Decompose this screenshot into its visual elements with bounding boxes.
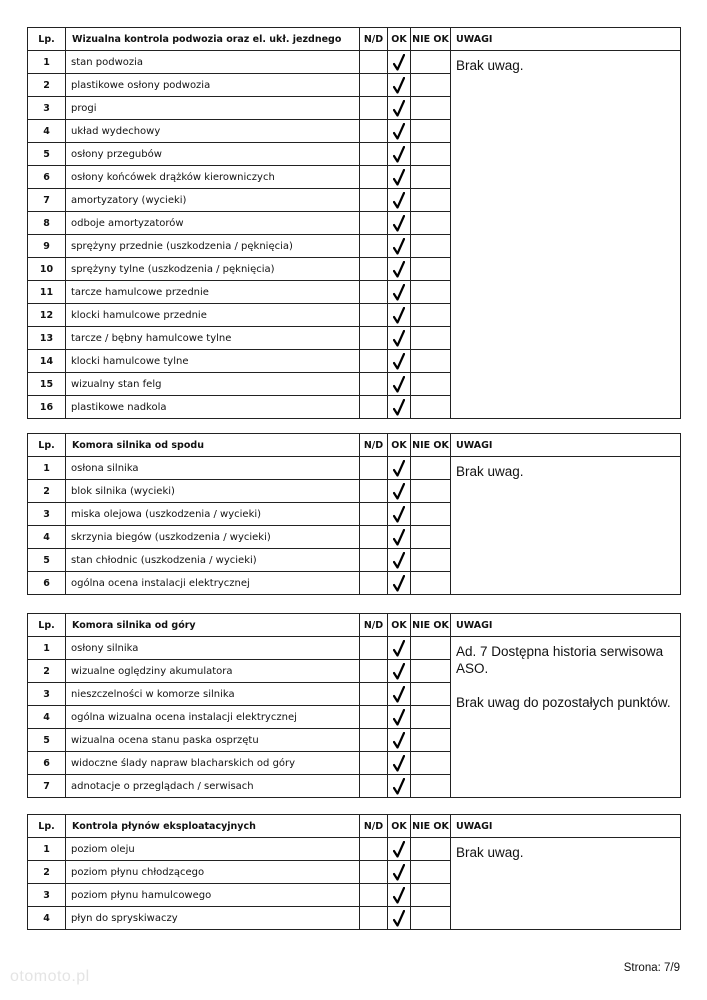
ok-cell bbox=[388, 212, 411, 235]
checkmark-icon bbox=[393, 841, 405, 858]
header-row bbox=[28, 28, 681, 51]
ok-cell bbox=[388, 120, 411, 143]
header-nie-ok: NIE OK bbox=[411, 815, 451, 838]
nie-ok-cell bbox=[411, 729, 451, 752]
checkmark-icon bbox=[393, 54, 405, 71]
nd-cell bbox=[360, 166, 388, 189]
nie-ok-cell bbox=[411, 706, 451, 729]
item-label: widoczne ślady napraw blacharskich od góry bbox=[66, 752, 360, 775]
item-label: układ wydechowy bbox=[66, 120, 360, 143]
remark-line: ASO. bbox=[456, 661, 489, 676]
checkmark-icon bbox=[393, 123, 405, 140]
item-number: 7 bbox=[28, 189, 66, 212]
ok-cell bbox=[388, 457, 411, 480]
ok-cell bbox=[388, 480, 411, 503]
section-table bbox=[27, 433, 681, 595]
item-number: 15 bbox=[28, 373, 66, 396]
checkmark-icon bbox=[393, 77, 405, 94]
item-label: wizualna ocena stanu paska osprzętu bbox=[66, 729, 360, 752]
nd-cell bbox=[360, 281, 388, 304]
nd-cell bbox=[360, 235, 388, 258]
header-nd: N/D bbox=[360, 28, 388, 51]
nie-ok-cell bbox=[411, 457, 451, 480]
checkmark-icon bbox=[393, 552, 405, 569]
ok-cell bbox=[388, 752, 411, 775]
nd-cell bbox=[360, 907, 388, 930]
checkmark-icon bbox=[393, 506, 405, 523]
header-row bbox=[28, 614, 681, 637]
ok-cell bbox=[388, 549, 411, 572]
remarks-cell bbox=[451, 838, 681, 930]
nie-ok-cell bbox=[411, 143, 451, 166]
item-number: 2 bbox=[28, 74, 66, 97]
item-number: 1 bbox=[28, 51, 66, 74]
item-label: poziom oleju bbox=[66, 838, 360, 861]
item-number: 9 bbox=[28, 235, 66, 258]
ok-cell bbox=[388, 572, 411, 595]
item-label: osłony końcówek drążków kierowniczych bbox=[66, 166, 360, 189]
item-label: miska olejowa (uszkodzenia / wycieki) bbox=[66, 503, 360, 526]
item-label: klocki hamulcowe przednie bbox=[66, 304, 360, 327]
checkmark-icon bbox=[393, 261, 405, 278]
nie-ok-cell bbox=[411, 884, 451, 907]
ok-cell bbox=[388, 166, 411, 189]
ok-cell bbox=[388, 907, 411, 930]
header-ok: OK bbox=[388, 434, 411, 457]
item-label: sprężyny tylne (uszkodzenia / pęknięcia) bbox=[66, 258, 360, 281]
nie-ok-cell bbox=[411, 838, 451, 861]
nie-ok-cell bbox=[411, 350, 451, 373]
nd-cell bbox=[360, 884, 388, 907]
nd-cell bbox=[360, 327, 388, 350]
item-label: tarcze hamulcowe przednie bbox=[66, 281, 360, 304]
ok-cell bbox=[388, 235, 411, 258]
item-label: wizualny stan felg bbox=[66, 373, 360, 396]
remark-line: Brak uwag. bbox=[456, 845, 524, 860]
nd-cell bbox=[360, 212, 388, 235]
remarks-cell bbox=[451, 637, 681, 798]
nd-cell bbox=[360, 729, 388, 752]
checkmark-icon bbox=[393, 483, 405, 500]
nie-ok-cell bbox=[411, 549, 451, 572]
item-label: stan chłodnic (uszkodzenia / wycieki) bbox=[66, 549, 360, 572]
ok-cell bbox=[388, 729, 411, 752]
item-label: osłony silnika bbox=[66, 637, 360, 660]
ok-cell bbox=[388, 884, 411, 907]
header-nd: N/D bbox=[360, 434, 388, 457]
item-number: 5 bbox=[28, 143, 66, 166]
nie-ok-cell bbox=[411, 572, 451, 595]
nd-cell bbox=[360, 775, 388, 798]
ok-cell bbox=[388, 396, 411, 419]
checkmark-icon bbox=[393, 887, 405, 904]
item-label: blok silnika (wycieki) bbox=[66, 480, 360, 503]
item-number: 4 bbox=[28, 706, 66, 729]
item-number: 5 bbox=[28, 549, 66, 572]
nd-cell bbox=[360, 503, 388, 526]
nd-cell bbox=[360, 396, 388, 419]
nd-cell bbox=[360, 143, 388, 166]
nie-ok-cell bbox=[411, 503, 451, 526]
checkmark-icon bbox=[393, 732, 405, 749]
header-nie-ok: NIE OK bbox=[411, 28, 451, 51]
ok-cell bbox=[388, 189, 411, 212]
item-number: 4 bbox=[28, 120, 66, 143]
header-row bbox=[28, 434, 681, 457]
checkmark-icon bbox=[393, 529, 405, 546]
nie-ok-cell bbox=[411, 235, 451, 258]
ok-cell bbox=[388, 706, 411, 729]
ok-cell bbox=[388, 74, 411, 97]
checkmark-icon bbox=[393, 353, 405, 370]
item-label: tarcze / bębny hamulcowe tylne bbox=[66, 327, 360, 350]
ok-cell bbox=[388, 97, 411, 120]
item-number: 12 bbox=[28, 304, 66, 327]
checkmark-icon bbox=[393, 910, 405, 927]
nie-ok-cell bbox=[411, 51, 451, 74]
nie-ok-cell bbox=[411, 526, 451, 549]
nd-cell bbox=[360, 549, 388, 572]
ok-cell bbox=[388, 350, 411, 373]
nie-ok-cell bbox=[411, 660, 451, 683]
checkmark-icon bbox=[393, 663, 405, 680]
ok-cell bbox=[388, 143, 411, 166]
item-number: 1 bbox=[28, 838, 66, 861]
ok-cell bbox=[388, 683, 411, 706]
nie-ok-cell bbox=[411, 480, 451, 503]
section-title: Komora silnika od spodu bbox=[66, 434, 360, 457]
nd-cell bbox=[360, 838, 388, 861]
checkmark-icon bbox=[393, 709, 405, 726]
item-number: 7 bbox=[28, 775, 66, 798]
checkmark-icon bbox=[393, 238, 405, 255]
checkmark-icon bbox=[393, 778, 405, 795]
section-table bbox=[27, 814, 681, 930]
checkmark-icon bbox=[393, 686, 405, 703]
nie-ok-cell bbox=[411, 212, 451, 235]
item-number: 2 bbox=[28, 480, 66, 503]
item-label: osłona silnika bbox=[66, 457, 360, 480]
nd-cell bbox=[360, 457, 388, 480]
checkmark-icon bbox=[393, 330, 405, 347]
item-label: adnotacje o przeglądach / serwisach bbox=[66, 775, 360, 798]
nd-cell bbox=[360, 350, 388, 373]
checkmark-icon bbox=[393, 755, 405, 772]
item-number: 14 bbox=[28, 350, 66, 373]
item-number: 1 bbox=[28, 457, 66, 480]
item-number: 10 bbox=[28, 258, 66, 281]
header-nie-ok: NIE OK bbox=[411, 614, 451, 637]
header-uwagi: UWAGI bbox=[451, 434, 681, 457]
header-row bbox=[28, 815, 681, 838]
item-number: 6 bbox=[28, 166, 66, 189]
header-nd: N/D bbox=[360, 815, 388, 838]
checkmark-icon bbox=[393, 146, 405, 163]
item-label: odboje amortyzatorów bbox=[66, 212, 360, 235]
item-label: ogólna ocena instalacji elektrycznej bbox=[66, 572, 360, 595]
item-label: nieszczelności w komorze silnika bbox=[66, 683, 360, 706]
remarks-cell bbox=[451, 457, 681, 595]
table-row bbox=[28, 51, 681, 74]
checkmark-icon bbox=[393, 307, 405, 324]
remark-line bbox=[456, 677, 675, 694]
ok-cell bbox=[388, 373, 411, 396]
table-row bbox=[28, 838, 681, 861]
nie-ok-cell bbox=[411, 97, 451, 120]
item-number: 16 bbox=[28, 396, 66, 419]
ok-cell bbox=[388, 660, 411, 683]
item-number: 4 bbox=[28, 526, 66, 549]
checkmark-icon bbox=[393, 376, 405, 393]
header-ok: OK bbox=[388, 28, 411, 51]
ok-cell bbox=[388, 304, 411, 327]
remark-line: Brak uwag do pozostałych punktów. bbox=[456, 695, 671, 710]
section-title: Wizualna kontrola podwozia oraz el. ukł. jezdnego bbox=[66, 28, 360, 51]
nie-ok-cell bbox=[411, 74, 451, 97]
remark-line: Brak uwag. bbox=[456, 58, 524, 73]
nie-ok-cell bbox=[411, 775, 451, 798]
nie-ok-cell bbox=[411, 189, 451, 212]
header-lp: Lp. bbox=[28, 28, 66, 51]
nd-cell bbox=[360, 480, 388, 503]
nd-cell bbox=[360, 304, 388, 327]
item-label: klocki hamulcowe tylne bbox=[66, 350, 360, 373]
header-ok: OK bbox=[388, 815, 411, 838]
item-number: 5 bbox=[28, 729, 66, 752]
item-label: ogólna wizualna ocena instalacji elektrycznej bbox=[66, 706, 360, 729]
checkmark-icon bbox=[393, 192, 405, 209]
table-row bbox=[28, 457, 681, 480]
item-label: stan podwozia bbox=[66, 51, 360, 74]
item-number: 3 bbox=[28, 683, 66, 706]
nie-ok-cell bbox=[411, 373, 451, 396]
checkmark-icon bbox=[393, 169, 405, 186]
nd-cell bbox=[360, 706, 388, 729]
nd-cell bbox=[360, 189, 388, 212]
item-label: płyn do spryskiwaczy bbox=[66, 907, 360, 930]
header-ok: OK bbox=[388, 614, 411, 637]
item-label: plastikowe nadkola bbox=[66, 396, 360, 419]
item-label: sprężyny przednie (uszkodzenia / pęknięcia) bbox=[66, 235, 360, 258]
nd-cell bbox=[360, 572, 388, 595]
remark-line: Brak uwag. bbox=[456, 464, 524, 479]
checkmark-icon bbox=[393, 460, 405, 477]
nie-ok-cell bbox=[411, 304, 451, 327]
item-label: osłony przegubów bbox=[66, 143, 360, 166]
header-uwagi: UWAGI bbox=[451, 815, 681, 838]
nd-cell bbox=[360, 120, 388, 143]
nd-cell bbox=[360, 526, 388, 549]
nd-cell bbox=[360, 861, 388, 884]
nd-cell bbox=[360, 51, 388, 74]
table-row bbox=[28, 637, 681, 660]
checkmark-icon bbox=[393, 215, 405, 232]
checkmark-icon bbox=[393, 284, 405, 301]
ok-cell bbox=[388, 51, 411, 74]
nd-cell bbox=[360, 660, 388, 683]
nie-ok-cell bbox=[411, 327, 451, 350]
item-label: skrzynia biegów (uszkodzenia / wycieki) bbox=[66, 526, 360, 549]
nd-cell bbox=[360, 74, 388, 97]
nie-ok-cell bbox=[411, 683, 451, 706]
header-lp: Lp. bbox=[28, 614, 66, 637]
item-number: 2 bbox=[28, 660, 66, 683]
nd-cell bbox=[360, 97, 388, 120]
remark-line: Ad. 7 Dostępna historia serwisowa bbox=[456, 644, 664, 659]
ok-cell bbox=[388, 327, 411, 350]
item-number: 8 bbox=[28, 212, 66, 235]
ok-cell bbox=[388, 838, 411, 861]
section-table bbox=[27, 27, 681, 419]
section-table bbox=[27, 613, 681, 798]
item-label: progi bbox=[66, 97, 360, 120]
nd-cell bbox=[360, 373, 388, 396]
section-title: Kontrola płynów eksploatacyjnych bbox=[66, 815, 360, 838]
header-nie-ok: NIE OK bbox=[411, 434, 451, 457]
ok-cell bbox=[388, 258, 411, 281]
nd-cell bbox=[360, 637, 388, 660]
ok-cell bbox=[388, 775, 411, 798]
nie-ok-cell bbox=[411, 907, 451, 930]
checkmark-icon bbox=[393, 575, 405, 592]
checkmark-icon bbox=[393, 640, 405, 657]
item-number: 3 bbox=[28, 503, 66, 526]
page-number: Strona: 7/9 bbox=[623, 962, 680, 974]
item-number: 2 bbox=[28, 861, 66, 884]
item-number: 4 bbox=[28, 907, 66, 930]
nie-ok-cell bbox=[411, 861, 451, 884]
nie-ok-cell bbox=[411, 120, 451, 143]
header-lp: Lp. bbox=[28, 434, 66, 457]
checkmark-icon bbox=[393, 399, 405, 416]
ok-cell bbox=[388, 281, 411, 304]
ok-cell bbox=[388, 637, 411, 660]
item-number: 1 bbox=[28, 637, 66, 660]
item-number: 6 bbox=[28, 752, 66, 775]
header-lp: Lp. bbox=[28, 815, 66, 838]
checkmark-icon bbox=[393, 864, 405, 881]
ok-cell bbox=[388, 861, 411, 884]
item-label: amortyzatory (wycieki) bbox=[66, 189, 360, 212]
ok-cell bbox=[388, 503, 411, 526]
header-uwagi: UWAGI bbox=[451, 614, 681, 637]
nd-cell bbox=[360, 258, 388, 281]
item-label: poziom płynu chłodzącego bbox=[66, 861, 360, 884]
nie-ok-cell bbox=[411, 752, 451, 775]
nie-ok-cell bbox=[411, 396, 451, 419]
header-nd: N/D bbox=[360, 614, 388, 637]
nie-ok-cell bbox=[411, 281, 451, 304]
header-uwagi: UWAGI bbox=[451, 28, 681, 51]
nd-cell bbox=[360, 683, 388, 706]
watermark: otomoto.pl bbox=[10, 968, 90, 985]
ok-cell bbox=[388, 526, 411, 549]
item-number: 13 bbox=[28, 327, 66, 350]
section-title: Komora silnika od góry bbox=[66, 614, 360, 637]
item-label: poziom płynu hamulcowego bbox=[66, 884, 360, 907]
checkmark-icon bbox=[393, 100, 405, 117]
remarks-cell bbox=[451, 51, 681, 419]
nie-ok-cell bbox=[411, 637, 451, 660]
item-number: 3 bbox=[28, 97, 66, 120]
item-number: 11 bbox=[28, 281, 66, 304]
nd-cell bbox=[360, 752, 388, 775]
item-number: 6 bbox=[28, 572, 66, 595]
item-label: wizualne oględziny akumulatora bbox=[66, 660, 360, 683]
nie-ok-cell bbox=[411, 166, 451, 189]
item-number: 3 bbox=[28, 884, 66, 907]
item-label: plastikowe osłony podwozia bbox=[66, 74, 360, 97]
nie-ok-cell bbox=[411, 258, 451, 281]
